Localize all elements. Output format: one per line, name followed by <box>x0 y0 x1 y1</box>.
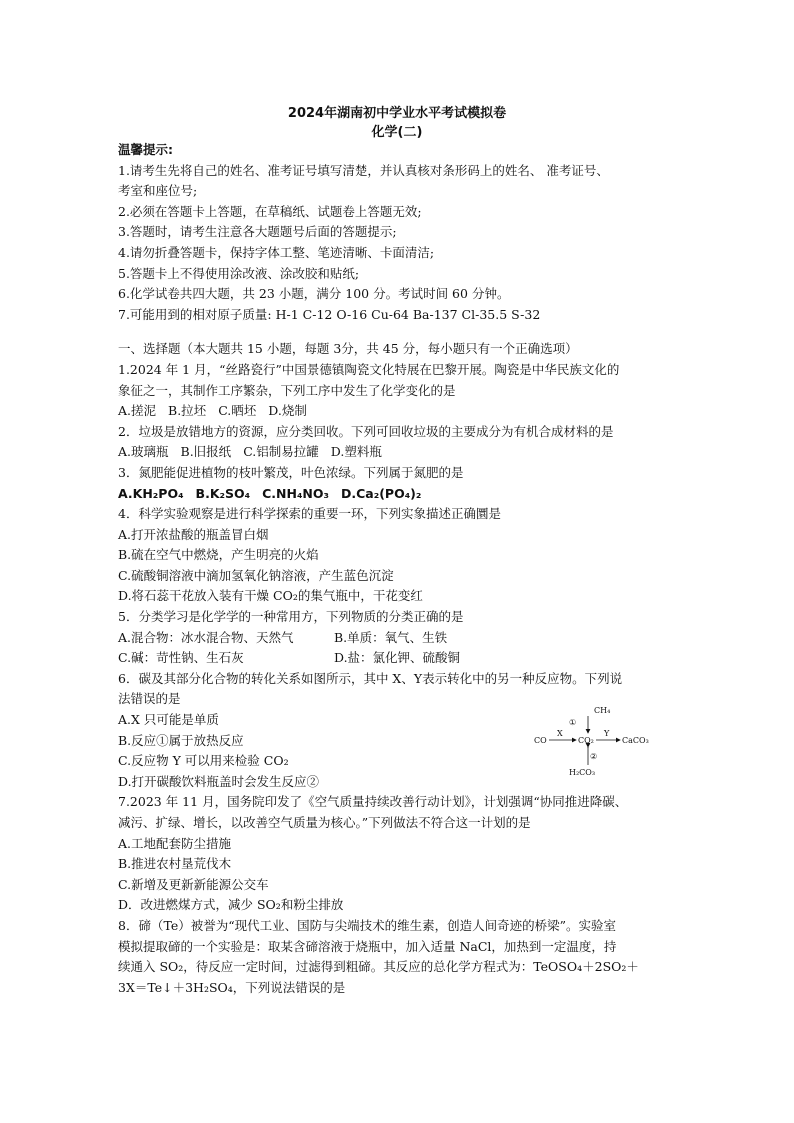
diagram-reaction-2-label: ② <box>590 752 598 761</box>
q2-option-d: D.塑料瓶 <box>330 444 382 460</box>
q1-stem: 1.2024 年 1 月，“丝路瓷行”中国景德镇陶瓷文化特展在巴黎开展。陶瓷是中华民族文化的 <box>118 361 620 377</box>
diagram-co-label: CO <box>534 736 547 745</box>
diagram-ch4-label: CH₄ <box>594 706 611 715</box>
exam-content <box>118 140 684 998</box>
exam-title: 2024年湖南初中学业水平考试模拟卷 <box>287 106 507 121</box>
diagram-co2-label: CO₂ <box>578 736 594 745</box>
diagram-caco3-label: CaCO₃ <box>622 736 649 745</box>
notice-item: 6.化学试卷共四大题，共 23 小题，满分 100 分。考试时间 60 分钟。 <box>118 286 510 302</box>
q4-option-d: D.将石蕊干花放入装有干燥 CO₂的集气瓶中，干花变红 <box>118 588 423 604</box>
q7-option-d: D．改进燃煤方式，减少 SO₂和粉尘排放 <box>118 897 344 913</box>
q5-option-d: D.盐：氯化钾、硫酸铜 <box>334 650 461 666</box>
notice-item: 2.必须在答题卡上答题，在草稿纸、试题卷上答题无效; <box>118 203 422 219</box>
q2-stem: 2．垃圾是放错地方的资源，应分类回收。下列可回收垃圾的主要成分为有机合成材料的是 <box>118 423 614 439</box>
q5-option-a: A.混合物：冰水混合物、天然气 <box>118 629 294 645</box>
notice-heading: 温馨提示: <box>118 142 173 157</box>
notice-item: 5.答题卡上不得使用涂改液、涂改胶和贴纸; <box>118 265 360 281</box>
notice-item: 3.答题时，请考生注意各大题题号后面的答题提示; <box>118 224 397 240</box>
notice-item: 考室和座位号; <box>118 183 198 199</box>
q1-option-d: D.烧制 <box>268 403 307 419</box>
q4-option-b: B.硫在空气中燃烧，产生明亮的火焰 <box>118 547 319 563</box>
q7-stem: 减污、扩绿、增长，以改善空气质量为核心。”下列做法不符合这一计划的是 <box>118 815 531 830</box>
diagram-h2co3-label: H₂CO₃ <box>569 768 596 777</box>
carbon-conversion-diagram <box>532 703 692 781</box>
q3-option-a: A.KH₂PO₄ <box>118 485 184 501</box>
q6-option-d: D.打开碳酸饮料瓶盖时会发生反应② <box>118 773 320 789</box>
notice-item: 4.请勿折叠答题卡，保持字体工整、笔迹清晰、卡面清洁; <box>118 244 435 260</box>
diagram-x-label: X <box>557 729 563 738</box>
q5-stem: 5．分类学习是化学学的一种常用方，下列物质的分类正确的是 <box>118 609 464 625</box>
q7-option-a: A.工地配套防尘措施 <box>118 835 232 851</box>
q1-stem: 象征之一，其制作工序繁杂，下列工序中发生了化学变化的是 <box>118 382 456 398</box>
q1-option-a: A.搓泥 <box>118 403 157 419</box>
q3-options <box>118 484 684 505</box>
q3-option-b: B.K₂SO₄ <box>195 485 251 501</box>
q1-option-c: C.晒坯 <box>218 403 257 419</box>
q2-options <box>118 442 684 463</box>
q1-options <box>118 401 684 422</box>
section-heading: 一、选择题（本大题共 15 小题，每题 3分，共 45 分，每小题只有一个正确选项） <box>118 341 578 357</box>
q8-stem: 模拟提取碲的一个实验是：取某含碲溶液于烧瓶中，加入适量 NaCl，加热到一定温度，持 <box>118 938 617 954</box>
q7-stem: 7.2023 年 11 月，国务院印发了《空气质量持续改善行动计划》，计划强调“协同推进降碳、 <box>118 794 628 810</box>
notice-item: 1.请考生先将自己的姓名、准考证号填写清楚，并认真核对条形码上的姓名、 准考证号、 <box>118 162 609 178</box>
diagram-reaction-1-label: ① <box>569 718 577 727</box>
q6-option-a: A.X 只可能是单质 <box>118 712 219 728</box>
notice-item: 7.可能用到的相对原子质量: H-1 C-12 O-16 Cu-64 Ba-137 Cl-35.5 S-32 <box>118 306 541 322</box>
q4-option-a: A.打开浓盐酸的瓶盖冒白烟 <box>118 526 269 542</box>
q5-options-row2 <box>118 648 684 669</box>
q5-option-c: C.碱：苛性钠、生石灰 <box>118 650 244 666</box>
spacer <box>118 325 684 339</box>
q6-stem: 6．碳及其部分化合物的转化关系如图所示，其中 X、Y表示转化中的另一种反应物。下列说 <box>118 670 623 686</box>
q3-option-d: D.Ca₂(PO₄)₂ <box>340 485 422 501</box>
q2-option-b: B.旧报纸 <box>180 444 232 460</box>
exam-subtitle: 化学(二) <box>371 125 423 140</box>
q4-stem: 4．科学实验观察是进行科学探索的重要一环，下列实象描述正确圜是 <box>118 506 501 522</box>
q7-option-b: B.推进农村垦荒伐木 <box>118 856 232 872</box>
q6-option-b: B.反应①属于放热反应 <box>118 732 244 748</box>
diagram-y-label: Y <box>604 729 610 738</box>
q5-options-row1 <box>118 628 684 649</box>
q6-option-c: C.反应物 Y 可以用来检验 CO₂ <box>118 753 289 769</box>
q8-stem: 8．碲（Te）被誉为“现代工业、国防与尖端技术的维生素，创造人间奇迹的桥梁”。实验室 <box>118 917 616 933</box>
q2-option-c: C.铝制易拉罐 <box>243 444 319 460</box>
q8-stem: 3X＝Te↓＋3H₂SO₄，下列说法错误的是 <box>118 979 346 995</box>
q5-option-b: B.单质：氧气、生铁 <box>334 629 448 645</box>
q3-stem: 3．氮肥能促进植物的枝叶繁茂，叶色浓绿。下列属于氮肥的是 <box>118 464 464 480</box>
q7-option-c: C.新增及更新新能源公交车 <box>118 876 269 892</box>
q2-option-a: A.玻璃瓶 <box>118 444 169 460</box>
q6-stem: 法错误的是 <box>118 691 181 707</box>
q4-option-c: C.硫酸铜溶液中滴加氢氧化钠溶液，产生蓝色沉淀 <box>118 567 394 583</box>
q3-option-c: C.NH₄NO₃ <box>262 485 329 501</box>
q1-option-b: B.拉坯 <box>168 403 207 419</box>
q8-stem: 续通入 SO₂，待反应一定时间，过滤得到粗碲。其反应的总化学方程式为：TeOSO₄＋2SO₂＋ <box>118 959 639 975</box>
